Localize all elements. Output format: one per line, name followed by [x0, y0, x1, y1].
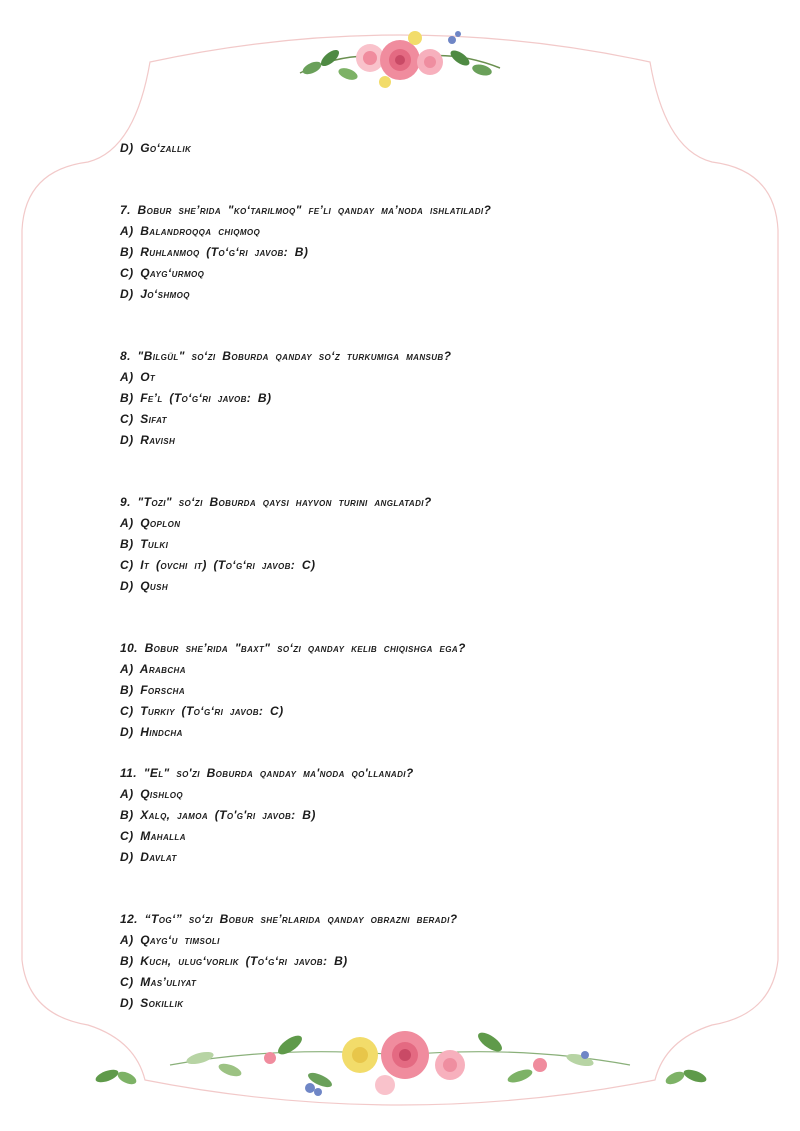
question-title: 7. Bobur she’rida "ko‘tarilmoq" fe’li qanday ma’noda ishlatiladi? — [120, 203, 492, 217]
leaf-right-icon — [660, 1062, 710, 1092]
option-d: D) Jo‘shmoq — [120, 287, 190, 301]
option-b: B) Kuch, ulug‘vorlik (To‘g‘ri javob: B) — [120, 954, 348, 968]
floral-bottom-icon — [160, 1010, 640, 1110]
question-block — [120, 346, 720, 451]
option-d: D) Ravish — [120, 433, 176, 447]
option-d: D) Qush — [120, 579, 169, 593]
option-c: C) It (ovchi it) (To‘g‘ri javob: C) — [120, 558, 316, 572]
floral-top-icon — [290, 18, 510, 98]
option-a: A) Balandroqqa chiqmoq — [120, 224, 261, 238]
question-title: 11. "El" so'zi Boburda qanday ma'noda qo'llanadi? — [120, 766, 414, 780]
option-a: A) Qoplon — [120, 516, 181, 530]
option-a: A) Qishloq — [120, 787, 183, 801]
option-d: D) Go‘zallik — [120, 141, 192, 155]
option-a: A) Arabcha — [120, 662, 186, 676]
option-d: D) Sokillik — [120, 996, 184, 1010]
option-b: B) Xalq, jamoa (To'g'ri javob: B) — [120, 808, 316, 822]
question-block — [120, 638, 720, 743]
option-b: B) Ruhlanmoq (To‘g‘ri javob: B) — [120, 245, 309, 259]
option-d: D) Davlat — [120, 850, 177, 864]
leaf-left-icon — [92, 1062, 142, 1092]
option-b: B) Fe’l (To‘g‘ri javob: B) — [120, 391, 272, 405]
question-block — [120, 763, 720, 868]
question-title: 12. “Tog‘” so‘zi Bobur she’rlarida qanday obrazni beradi? — [120, 912, 458, 926]
question-title: 10. Bobur she’rida "baxt" so‘zi qanday kelib chiqishga ega? — [120, 641, 466, 655]
option-b: B) Forscha — [120, 683, 185, 697]
option-d: D) Hindcha — [120, 725, 183, 739]
question-block — [120, 909, 720, 1014]
question-title: 8. "Bilgül" so‘zi Boburda qanday so‘z turkumiga mansub? — [120, 349, 452, 363]
option-c: C) Mahalla — [120, 829, 186, 843]
question-block — [120, 492, 720, 597]
option-c: C) Mas’uliyat — [120, 975, 197, 989]
option-c: C) Sifat — [120, 412, 167, 426]
option-c: C) Qayg‘urmoq — [120, 266, 205, 280]
question-title: 9. "Tozi" so‘zi Boburda qaysi hayvon turini anglatadi? — [120, 495, 432, 509]
option-b: B) Tulki — [120, 537, 169, 551]
option-a: A) Ot — [120, 370, 156, 384]
option-a: A) Qayg‘u timsoli — [120, 933, 220, 947]
question-block — [120, 200, 720, 305]
option-c: C) Turkiy (To‘g‘ri javob: C) — [120, 704, 284, 718]
quiz-content — [120, 138, 720, 1014]
